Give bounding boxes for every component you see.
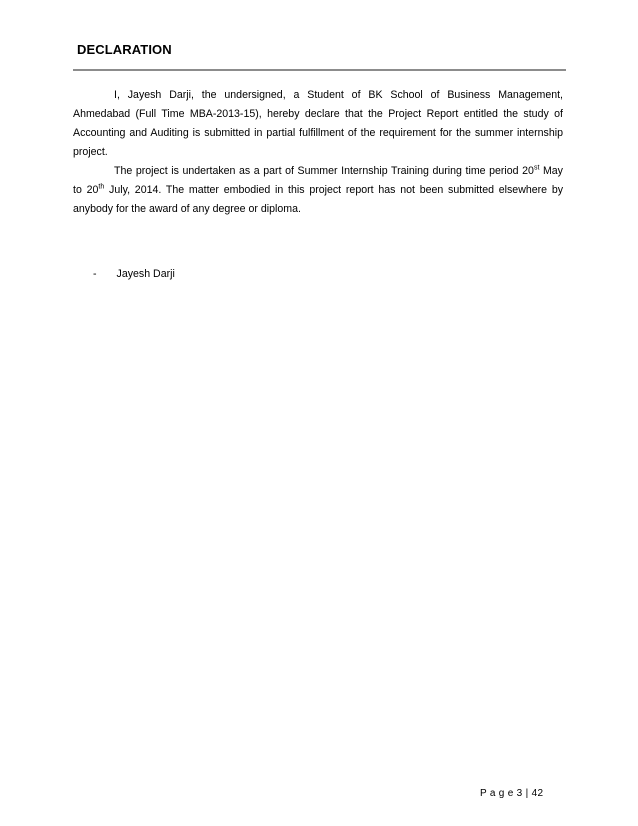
heading-divider bbox=[73, 69, 566, 71]
page-title: DECLARATION bbox=[77, 42, 172, 57]
declaration-paragraph-1: I, Jayesh Darji, the undersigned, a Student of BK School of Business Management, Ahmedabad (Full Time MBA-2013-15), hereby declare that the Project Report entitled the study of Accounting and Auditing is submitted in partial fulfillment of the requirement for the summer internship project. bbox=[73, 89, 563, 158]
declaration-paragraph-2 bbox=[73, 162, 563, 219]
paragraph-2-text-1: The project is undertaken as a part of Summer Internship Training during time period 20 bbox=[114, 165, 534, 177]
page-number-footer: P a g e 3 | 42 bbox=[480, 788, 544, 799]
signature bbox=[93, 268, 175, 280]
ordinal-suffix-th: th bbox=[98, 183, 105, 191]
ordinal-suffix-st: st bbox=[533, 164, 540, 172]
paragraph-2-text-3: July, 2014. The matter embodied in this project report has not been submitted elsewhere by anybody for the award of any degree or diploma. bbox=[73, 184, 564, 215]
declaration-body bbox=[73, 86, 563, 219]
signature-dash: - bbox=[93, 268, 97, 280]
paragraph-2-text-2: May to 20 bbox=[73, 165, 563, 196]
signature-name: Jayesh Darji bbox=[116, 268, 175, 280]
